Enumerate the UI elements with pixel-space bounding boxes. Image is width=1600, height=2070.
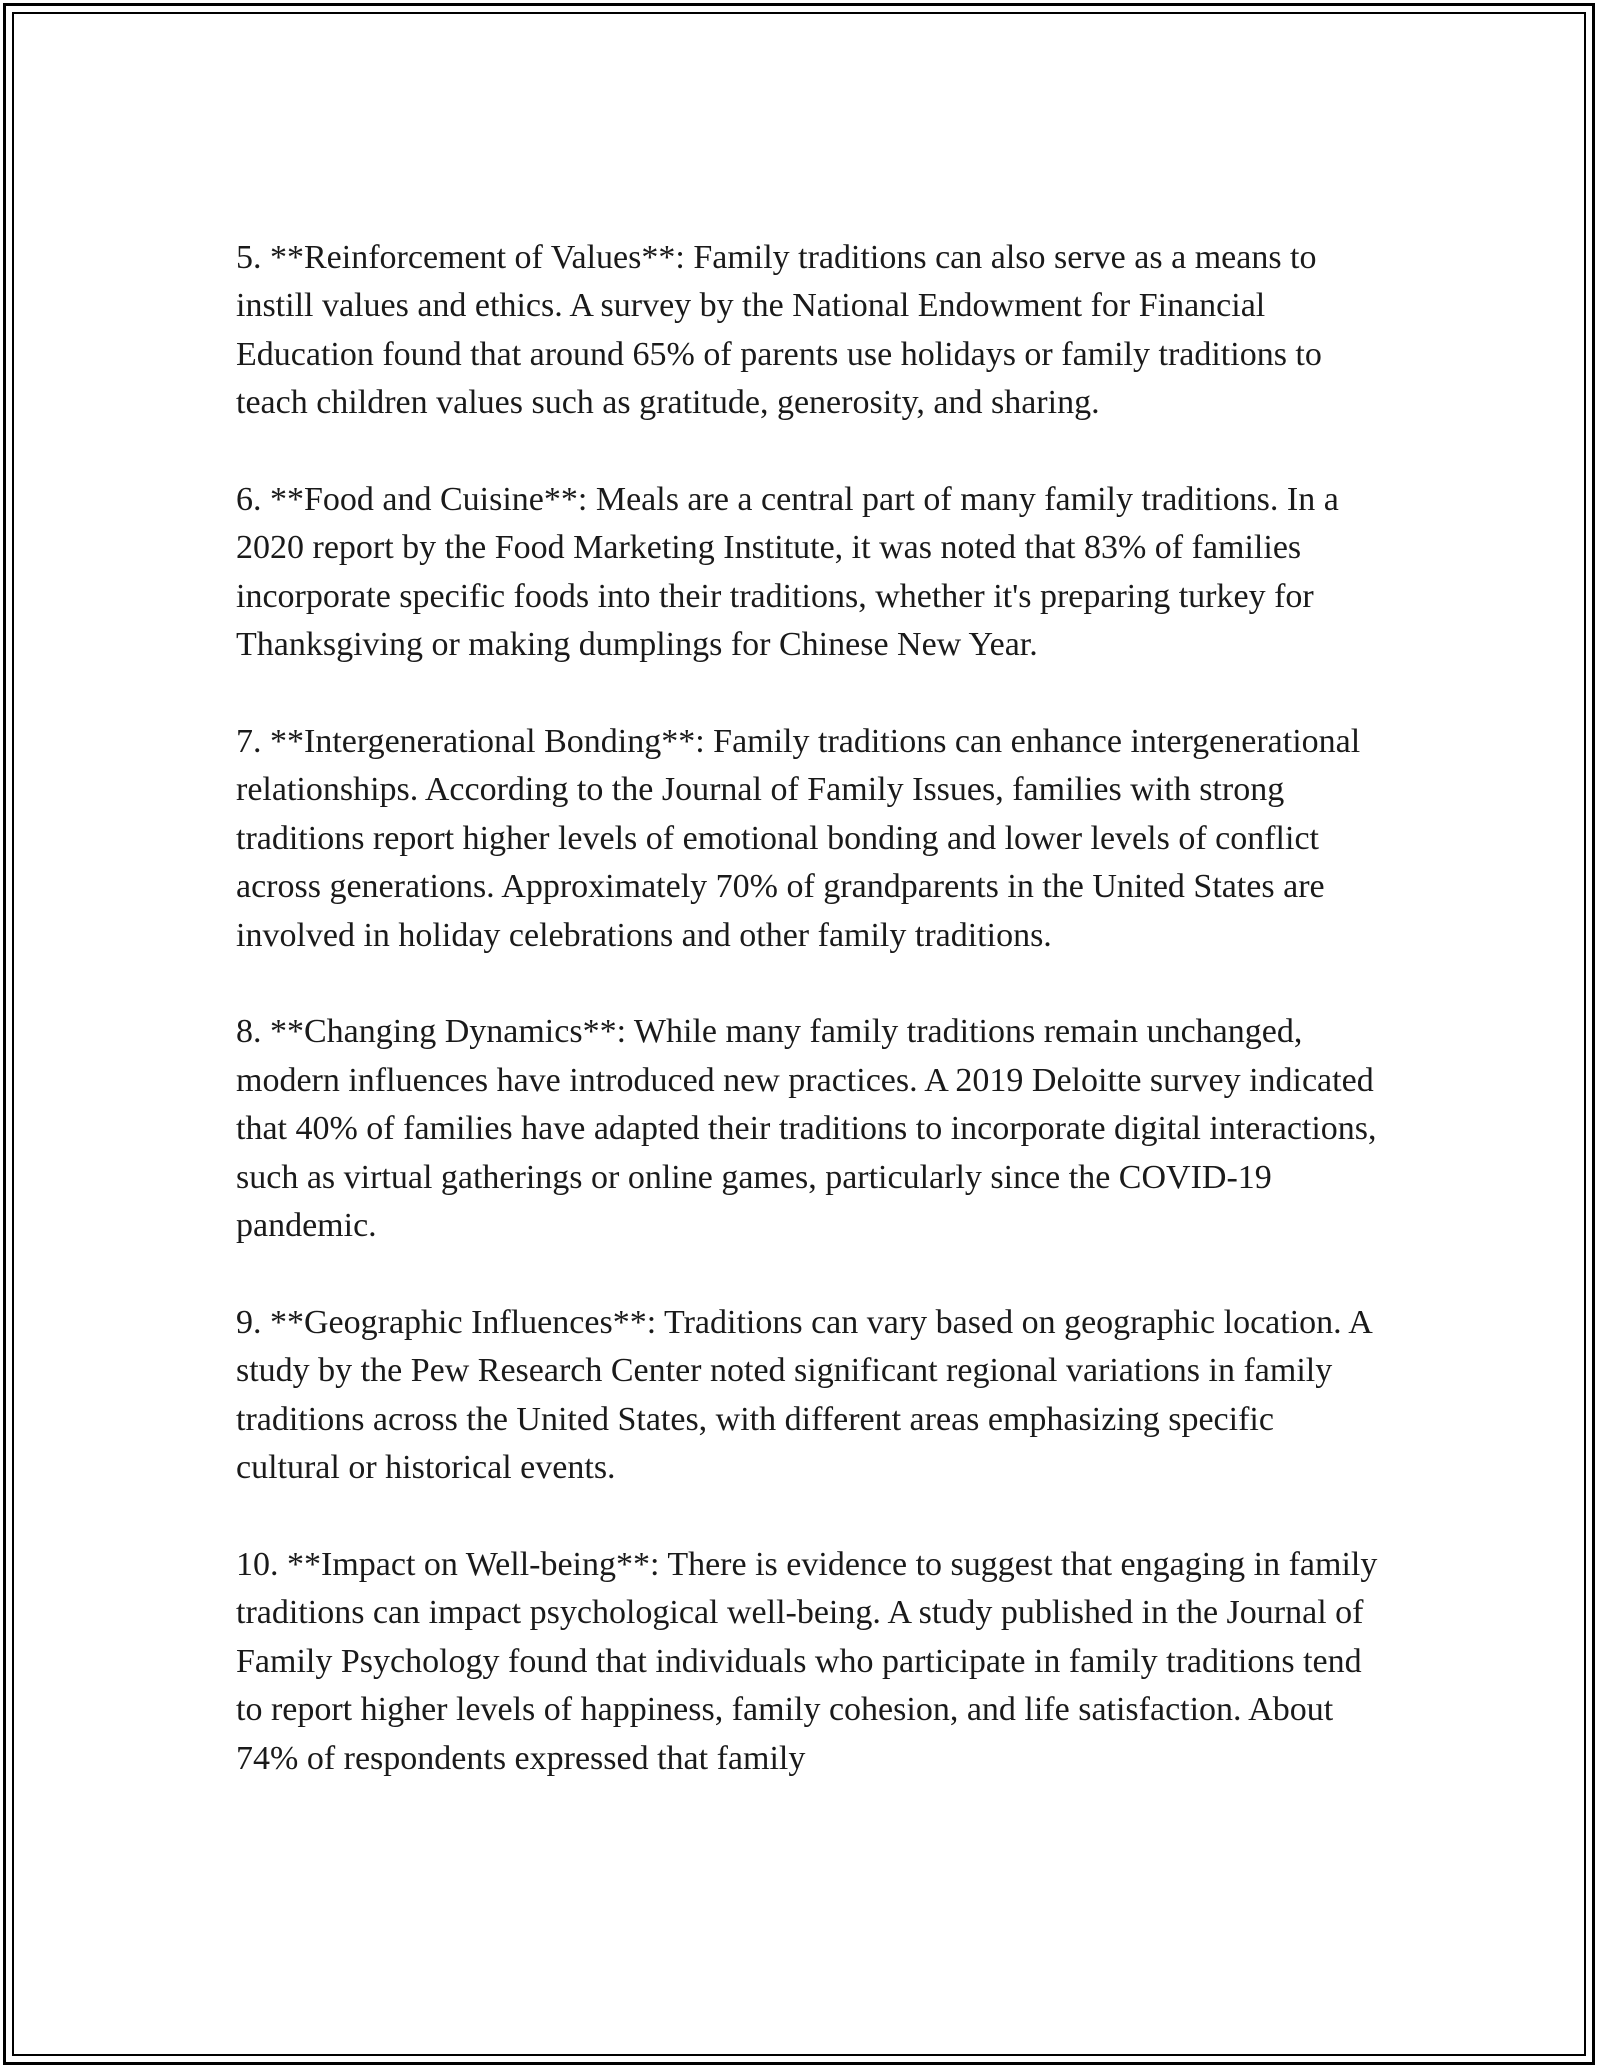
document-body (236, 234, 1386, 1783)
paragraph-geographic-influences: 9. **Geographic Influences**: Traditions can vary based on geographic location. A study by the Pew Research Center noted significant regional variations in family traditions across the United States, with different areas emphasizing specific cultural or historical events. (236, 1303, 1371, 1487)
paragraph-changing-dynamics: 8. **Changing Dynamics**: While many family traditions remain unchanged, modern influences have introduced new practices. A 2019 Deloitte survey indicated that 40% of families have adapted their traditions to incorporate digital interactions, such as virtual gatherings or online games, particularly since the COVID-19 pandemic. (236, 1013, 1377, 1245)
paragraph-impact-on-well-being: 10. **Impact on Well-being**: There is evidence to suggest that engaging in family traditions can impact psychological well-being. A study published in the Journal of Family Psychology found that individuals who participate in family traditions tend to report higher levels of happiness, family cohesion, and life satisfaction. About 74% of respondents expressed that family (236, 1545, 1378, 1777)
paragraph-intergenerational-bonding: 7. **Intergenerational Bonding**: Family traditions can enhance intergenerational relationships. According to the Journal of Family Issues, families with strong traditions report higher levels of emotional bonding and lower levels of conflict across generations. Approximately 70% of grandparents in the United States are involved in holiday celebrations and other family traditions. (236, 723, 1361, 954)
paragraph-food-and-cuisine: 6. **Food and Cuisine**: Meals are a central part of many family traditions. In a 2020 report by the Food Marketing Institute, it was noted that 83% of families incorporate specific foods into their traditions, whether it's preparing turkey for Thanksgiving or making dumplings for Chinese New Year. (236, 481, 1339, 664)
paragraph-reinforcement-of-values: 5. **Reinforcement of Values**: Family traditions can also serve as a means to instill values and ethics. A survey by the National Endowment for Financial Education found that around 65% of parents use holidays or family traditions to teach children values such as gratitude, generosity, and sharing. (236, 239, 1322, 422)
